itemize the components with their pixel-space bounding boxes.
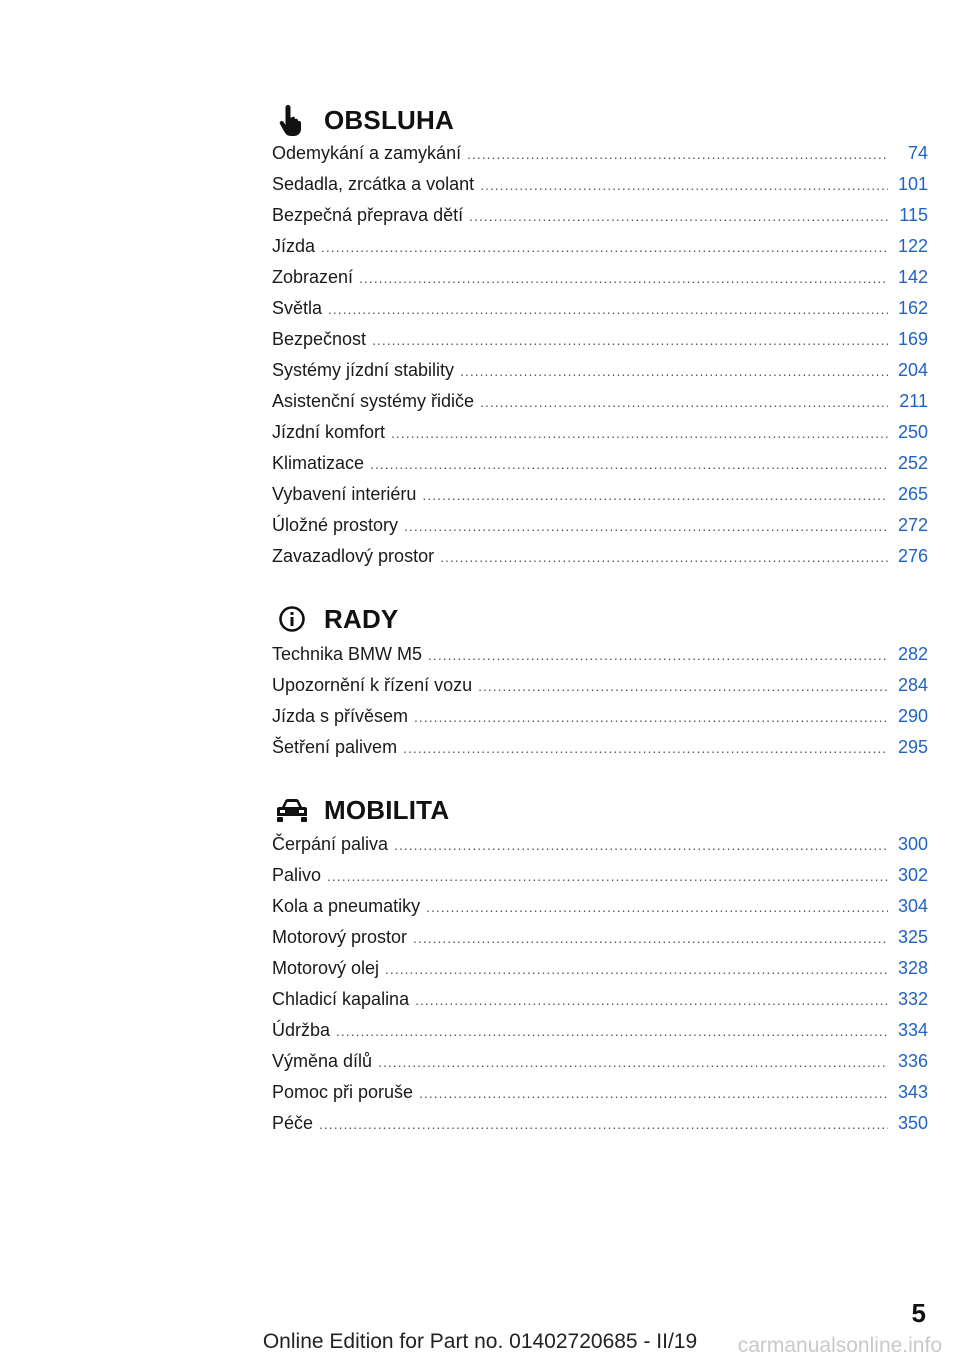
toc-entry-label: Vybavení interiéru — [272, 484, 417, 504]
toc-entry[interactable] — [272, 391, 928, 422]
toc-page-link[interactable]: 336 — [897, 1051, 928, 1071]
dot-leader — [319, 1116, 888, 1132]
dot-leader — [336, 1023, 888, 1039]
toc-page-link[interactable]: 290 — [897, 706, 928, 726]
toc-entry[interactable] — [272, 205, 928, 236]
toc-entry[interactable] — [272, 1113, 928, 1144]
toc-page-link[interactable]: 328 — [897, 958, 928, 978]
toc-entry-label: Odemykání a zamykání — [272, 143, 462, 163]
toc-page-link[interactable]: 211 — [899, 391, 928, 411]
section-header-obsluha — [272, 100, 928, 140]
toc-entry[interactable] — [272, 143, 928, 174]
toc-entry-label: Asistenční systémy řidiče — [272, 391, 475, 411]
toc-entry-label: Jízdní komfort — [272, 422, 386, 442]
toc-page-link[interactable]: 272 — [897, 515, 928, 535]
toc-entry-label: Jízda — [272, 236, 316, 256]
dot-leader — [413, 930, 888, 946]
toc-entry[interactable] — [272, 644, 928, 675]
toc-entry[interactable] — [272, 174, 928, 205]
toc-page-link[interactable]: 334 — [897, 1020, 928, 1040]
car-front-icon — [272, 790, 312, 830]
dot-leader — [419, 1085, 888, 1101]
toc-entry[interactable] — [272, 515, 928, 546]
section-header-rady — [272, 599, 928, 639]
toc-page-link[interactable]: 142 — [897, 267, 928, 287]
toc-entry-label: Motorový olej — [272, 958, 380, 978]
toc-entry[interactable] — [272, 236, 928, 267]
dot-leader — [460, 363, 888, 379]
touch-hand-icon — [272, 100, 312, 140]
toc-page-link[interactable]: 332 — [897, 989, 928, 1009]
toc-entry[interactable] — [272, 360, 928, 391]
toc-entry-label: Jízda s přívěsem — [272, 706, 409, 726]
toc-entry[interactable] — [272, 546, 928, 577]
toc-entry[interactable] — [272, 267, 928, 298]
dot-leader — [321, 239, 888, 255]
toc-entry[interactable] — [272, 422, 928, 453]
dot-leader — [359, 270, 888, 286]
toc-entry-label: Pomoc při poruše — [272, 1082, 414, 1102]
dot-leader — [404, 518, 888, 534]
toc-page-link[interactable]: 204 — [897, 360, 928, 380]
dot-leader — [428, 647, 888, 663]
toc-entry[interactable] — [272, 298, 928, 329]
toc-page-link[interactable]: 265 — [897, 484, 928, 504]
toc-entry-label: Šetření palivem — [272, 737, 398, 757]
dot-leader — [478, 678, 888, 694]
dot-leader — [426, 899, 888, 915]
toc-entry-label: Zobrazení — [272, 267, 354, 287]
dot-leader — [370, 456, 888, 472]
toc-entry-label: Bezpečnost — [272, 329, 367, 349]
toc-page-link[interactable]: 325 — [897, 927, 928, 947]
dot-leader — [394, 837, 888, 853]
toc-page-link[interactable]: 343 — [897, 1082, 928, 1102]
toc-entry[interactable] — [272, 958, 928, 989]
toc-page-link[interactable]: 282 — [897, 644, 928, 664]
section-title: RADY — [324, 603, 399, 634]
dot-leader — [480, 394, 888, 410]
toc-entry-label: Sedadla, zrcátka a volant — [272, 174, 475, 194]
toc-page-link[interactable]: 162 — [897, 298, 928, 318]
toc-page-link[interactable]: 169 — [897, 329, 928, 349]
toc-entry-label: Úložné prostory — [272, 515, 399, 535]
toc-page-link[interactable]: 302 — [897, 865, 928, 885]
toc-page-link[interactable]: 250 — [897, 422, 928, 442]
dot-leader — [467, 146, 888, 162]
toc-page-link[interactable]: 101 — [897, 174, 928, 194]
toc-entry[interactable] — [272, 453, 928, 484]
toc-entry[interactable] — [272, 1051, 928, 1082]
toc-entry-label: Světla — [272, 298, 323, 318]
toc-entry-label: Palivo — [272, 865, 322, 885]
toc-entry[interactable] — [272, 329, 928, 360]
toc-entry[interactable] — [272, 865, 928, 896]
toc-entry-label: Zavazadlový prostor — [272, 546, 435, 566]
toc-entry-label: Péče — [272, 1113, 314, 1133]
dot-leader — [372, 332, 888, 348]
toc-entry[interactable] — [272, 1020, 928, 1051]
toc-entry[interactable] — [272, 989, 928, 1020]
toc-entry-label: Údržba — [272, 1020, 331, 1040]
section-title: MOBILITA — [324, 794, 450, 825]
toc-entry[interactable] — [272, 737, 928, 768]
dot-leader — [422, 487, 888, 503]
dot-leader — [403, 740, 888, 756]
dot-leader — [469, 208, 888, 224]
dot-leader — [328, 301, 888, 317]
page-number: 5 — [911, 1298, 926, 1328]
dot-leader — [480, 177, 888, 193]
edition-footer: Online Edition for Part no. 01402720685 - II/19 — [262, 1330, 698, 1353]
dot-leader — [440, 549, 888, 565]
toc-entry-label: Systémy jízdní stability — [272, 360, 455, 380]
toc-page-link[interactable]: 122 — [897, 236, 928, 256]
section-header-mobilita — [272, 790, 928, 830]
toc-page-link[interactable]: 115 — [899, 205, 928, 225]
toc-page-link[interactable]: 295 — [897, 737, 928, 757]
toc-page-link[interactable]: 284 — [897, 675, 928, 695]
toc-page-link[interactable]: 252 — [897, 453, 928, 473]
toc-entry[interactable] — [272, 706, 928, 737]
dot-leader — [415, 992, 888, 1008]
toc-entry-label: Klimatizace — [272, 453, 365, 473]
toc-entry-label: Technika BMW M5 — [272, 644, 423, 664]
toc-entry-label: Upozornění k řízení vozu — [272, 675, 473, 695]
watermark: carmanualsonline.info — [737, 1334, 942, 1357]
toc-page-link[interactable]: 276 — [897, 546, 928, 566]
dot-leader — [378, 1054, 888, 1070]
toc-page-link[interactable]: 74 — [907, 143, 928, 163]
dot-leader — [414, 709, 888, 725]
toc-entry[interactable] — [272, 896, 928, 927]
info-circle-icon — [272, 599, 312, 639]
toc-entry-label: Výměna dílů — [272, 1051, 373, 1071]
toc-entry[interactable] — [272, 675, 928, 706]
toc-entry-label: Kola a pneumatiky — [272, 896, 421, 916]
toc-entry[interactable] — [272, 834, 928, 865]
dot-leader — [327, 868, 888, 884]
dot-leader — [385, 961, 888, 977]
toc-entry-label: Bezpečná přeprava dětí — [272, 205, 464, 225]
toc-entry[interactable] — [272, 484, 928, 515]
toc-page-link[interactable]: 304 — [897, 896, 928, 916]
toc-entry-label: Motorový prostor — [272, 927, 408, 947]
toc-entry-label: Chladicí kapalina — [272, 989, 410, 1009]
toc-page-link[interactable]: 300 — [897, 834, 928, 854]
toc-entry[interactable] — [272, 1082, 928, 1113]
toc-entry[interactable] — [272, 927, 928, 958]
section-title: OBSLUHA — [324, 104, 454, 135]
toc-page-link[interactable]: 350 — [897, 1113, 928, 1133]
toc-entry-label: Čerpání paliva — [272, 834, 389, 854]
dot-leader — [391, 425, 888, 441]
